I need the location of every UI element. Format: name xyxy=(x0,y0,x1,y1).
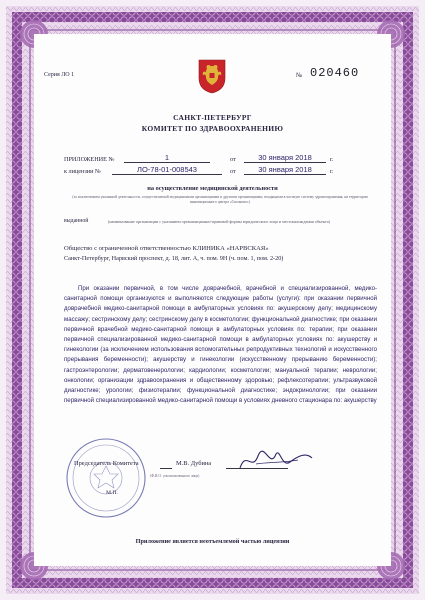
signature-line-left xyxy=(160,468,172,469)
appendix-number: 1 xyxy=(124,153,210,163)
stamp-place-label: М.П. xyxy=(106,490,118,496)
footer-note: Приложение является неотъемлемой частью лицензии xyxy=(135,538,290,545)
organization-block xyxy=(64,244,376,264)
license-year-suffix: г. xyxy=(330,168,334,175)
issued-label: выданной xyxy=(64,218,89,224)
round-seal-stamp xyxy=(64,436,148,520)
license-number: ЛО-78-01-008543 xyxy=(112,165,222,175)
license-date: 30 января 2018 xyxy=(244,165,326,175)
appendix-from-label: от xyxy=(230,156,236,163)
services-text: При оказании первичной, в том числе доврачебной, врачебной и специализированной, медико-санитарной помощи организуются и выполняются следующие работы (услуги): при оказании первичной доврачебной медико-санитарной помощи в амбулаторных условиях по: акушерскому делу; медицинскому массажу; сестринскому делу; сестринскому делу в косметологии; функциональной диагностике; при оказании первичной врачебной медико-санитарной помощи в амбулаторных условиях по: терапии; при оказании первичной специализированной медико-санитарной помощи в амбулаторных условиях по: акушерству и гинекологии (за исключением использования вспомогательных репродуктивных технологий и искусственного прерывания беременности); акушерству и гинекологии (искусственному прерыванию беременности); гастроэнтерологии; дерматовенерологии; кардиологии; косметологии; мануальной терапии; неврологии; онкологии; организации здравоохранения и общественному здоровью; рефлексотерапии; ультразвуковой диагностике; урологии; физиотерапии; функциональной диагностике; эндокринологии; при оказании первичной специализированной медико-санитарной помощи в условиях дневного стационара по: акушерству xyxy=(64,285,377,405)
number-sign: № xyxy=(296,72,303,79)
coat-of-arms-icon xyxy=(197,58,227,94)
appendix-date: 30 января 2018 xyxy=(244,153,326,163)
appendix-label: ПРИЛОЖЕНИЕ № xyxy=(64,156,115,163)
activity-note: (за исключением указанной деятельности, осуществляемой медицинскими организациями и другими организациями, входящими в частную систему здравоохранения, на территории инновационного центра «Сколково») xyxy=(72,195,368,205)
handwritten-signature xyxy=(236,446,316,476)
issuer-city: САНКТ-ПЕТЕРБУРГ xyxy=(173,113,252,122)
series-label: Серия ЛО 1 xyxy=(44,72,75,78)
activity-title: на осуществление медицинской деятельности xyxy=(147,185,278,192)
organization-address: Санкт-Петербург, Нарвский проспект, д. 18, лит. А, ч. пом. 9Н (ч. пом. 1, пом. 2-20) xyxy=(64,255,284,262)
license-from-label: от xyxy=(230,168,236,175)
organization-name: Общество с ограниченной ответственностью КЛИНИКА «НАРВСКАЯ» xyxy=(64,245,269,252)
issuer-committee: КОМИТЕТ ПО ЗДРАВООХРАНЕНИЮ xyxy=(141,124,284,133)
signer-name: М.В. Дубина xyxy=(176,460,212,467)
license-number-label: к лицензии № xyxy=(64,168,101,175)
signature-caption: (Ф.И.О. уполномоченного лица) xyxy=(150,474,200,478)
issued-note: (наименование организации с указанием организационно-правовой формы юридического лица и местонахождения объекта) xyxy=(108,219,331,224)
form-serial-number: 020460 xyxy=(310,66,360,80)
signer-title: Председатель Комитета xyxy=(74,460,139,467)
appendix-year-suffix: г. xyxy=(330,156,334,163)
